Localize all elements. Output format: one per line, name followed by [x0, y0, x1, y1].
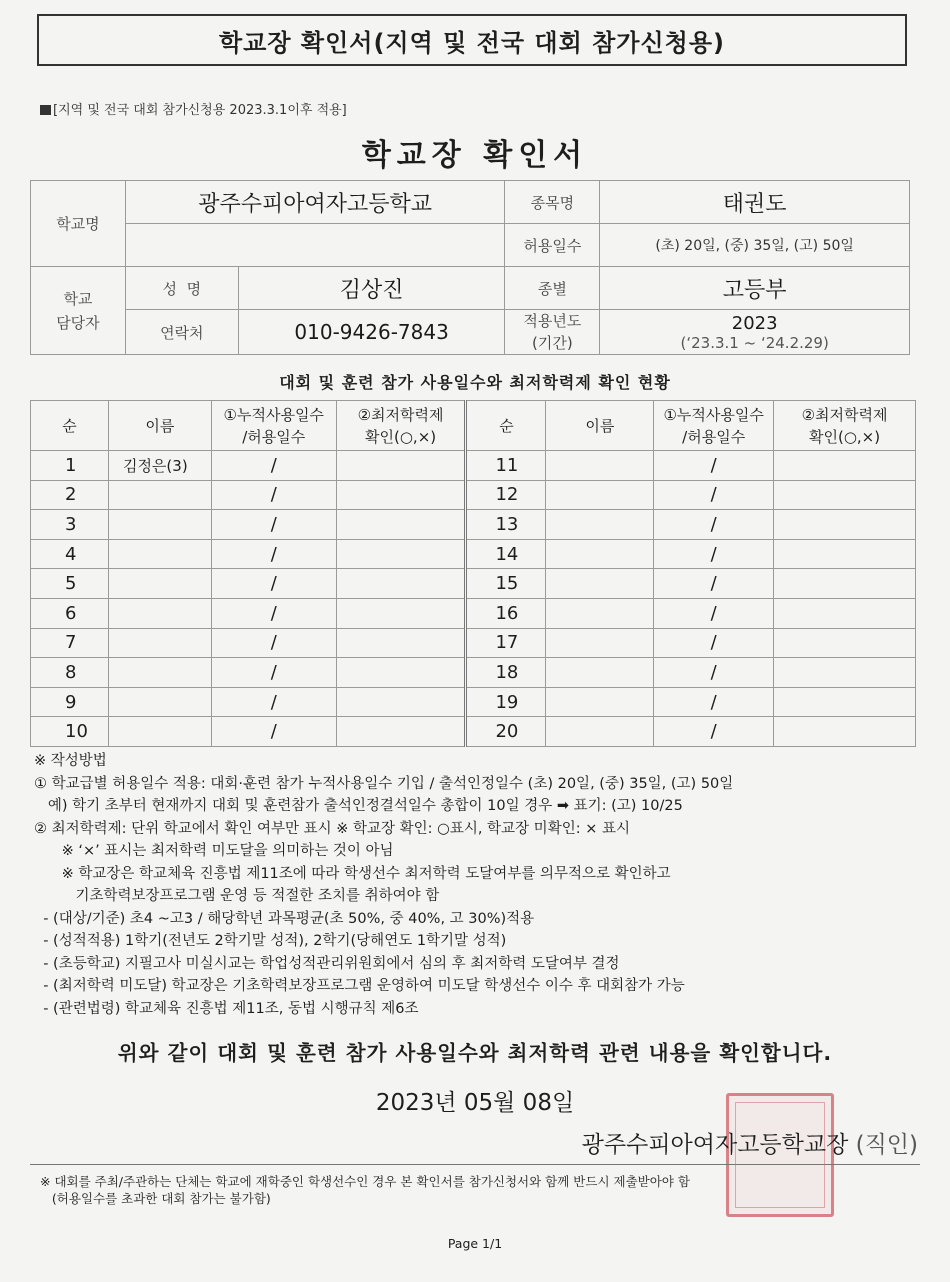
- note-line: - (대상/기준) 초4 ~고3 / 해당학년 과목평균(초 50%, 중 40%, 고 30%)적용: [34, 910, 535, 927]
- status-cell-l-check: [336, 658, 466, 688]
- status-cell-r-no: 17: [466, 628, 546, 658]
- status-cell-r-no: 12: [466, 480, 546, 510]
- status-cell-r-name: [546, 628, 654, 658]
- status-header-row: [31, 401, 916, 451]
- status-cell-r-no: 15: [466, 569, 546, 599]
- status-cell-r-no: 16: [466, 598, 546, 628]
- status-cell-r-check: [774, 480, 916, 510]
- status-cell-r-no: 11: [466, 451, 546, 481]
- note-line: - (최저학력 미도달) 학교장은 기초학력보장프로그램 운영하여 미도달 학생선수 이수 후 대회참가 가능: [34, 978, 685, 994]
- contact-label: 연락처: [125, 310, 238, 355]
- footnote-line: (허용일수를 초과한 대회 참가는 불가함): [40, 1191, 271, 1206]
- table-row: [31, 480, 916, 510]
- table-row: [31, 717, 916, 747]
- status-cell-l-no: 2: [31, 480, 109, 510]
- status-cell-l-check: [336, 451, 466, 481]
- allowed-days-label: 허용일수: [505, 224, 600, 267]
- status-cell-r-check: [774, 717, 916, 747]
- status-cell-l-name: [108, 687, 211, 717]
- form-header-title: 학교장 확인서(지역 및 전국 대회 참가신청용): [37, 14, 907, 66]
- footnote-line: ※ 대회를 주최/주관하는 단체는 학교에 재학중인 학생선수인 경우 본 확인서를 참가신청서와 함께 반드시 제출받아야 함: [40, 1174, 690, 1189]
- sport: 태권도: [600, 181, 910, 224]
- status-cell-r-check: [774, 569, 916, 599]
- status-cell-l-days: /: [211, 598, 336, 628]
- square-bullet-icon: [40, 105, 51, 115]
- table-row: [31, 658, 916, 688]
- status-cell-l-check: [336, 510, 466, 540]
- manager-label: 학교 담당자: [31, 267, 126, 355]
- allowed-days: (초) 20일, (중) 35일, (고) 50일: [600, 224, 910, 267]
- status-cell-r-days: /: [654, 658, 774, 688]
- status-cell-l-check: [336, 539, 466, 569]
- status-cell-l-no: 6: [31, 598, 109, 628]
- status-cell-l-name: [108, 658, 211, 688]
- table-row: [31, 451, 916, 481]
- status-cell-r-check: [774, 658, 916, 688]
- table-row: [31, 628, 916, 658]
- status-header-cell: ②최저학력제 확인(○,×): [774, 401, 916, 451]
- status-cell-r-check: [774, 510, 916, 540]
- contact: 010-9426-7843: [238, 310, 505, 355]
- year-cell: [600, 310, 910, 355]
- period: (‘23.3.1 ~ ‘24.2.29): [680, 333, 829, 352]
- status-cell-l-name: [108, 598, 211, 628]
- manager-name-label: 성 명: [125, 267, 238, 310]
- note-line: - (성적적용) 1학기(전년도 2학기말 성적), 2학기(당해연도 1학기말 성적): [34, 933, 507, 949]
- status-cell-r-name: [546, 687, 654, 717]
- status-cell-l-days: /: [211, 510, 336, 540]
- status-header-cell: ①누적사용일수 /허용일수: [211, 401, 336, 451]
- status-cell-l-name: [108, 539, 211, 569]
- status-cell-r-check: [774, 628, 916, 658]
- status-cell-r-days: /: [654, 510, 774, 540]
- principal-name: 광주수피아여자고등학교장: [581, 1132, 849, 1158]
- status-cell-l-days: /: [211, 628, 336, 658]
- confirmation-statement: 위와 같이 대회 및 훈련 참가 사용일수와 최저학력 관련 내용을 확인합니다.: [117, 1041, 833, 1065]
- status-header-cell: 순: [31, 401, 109, 451]
- status-cell-l-check: [336, 569, 466, 599]
- division: 고등부: [600, 267, 910, 310]
- status-cell-r-days: /: [654, 569, 774, 599]
- apply-note: [40, 99, 347, 118]
- apply-note-text: [지역 및 전국 대회 참가신청용 2023.3.1이후 적용]: [53, 103, 347, 118]
- status-header-cell: 이름: [546, 401, 654, 451]
- document-title: 학교장 확인서: [361, 138, 589, 173]
- status-cell-r-days: /: [654, 628, 774, 658]
- principal-signature-line: [582, 1126, 918, 1159]
- status-cell-l-days: /: [211, 569, 336, 599]
- status-cell-r-days: /: [654, 598, 774, 628]
- school-info-table: [30, 180, 910, 355]
- status-cell-l-no: 7: [31, 628, 109, 658]
- table-row: [31, 598, 916, 628]
- note-line: ※ 학교장은 학교체육 진흥법 제11조에 따라 학생선수 최저학력 도달여부를 의무적으로 확인하고: [34, 865, 671, 882]
- note-line: - (초등학교) 지필고사 미실시교는 학업성적관리위원회에서 심의 후 최저학력 도달여부 결정: [34, 955, 620, 972]
- issue-date: 2023년 05월 08일: [375, 1090, 575, 1116]
- status-cell-r-days: /: [654, 451, 774, 481]
- status-cell-l-no: 3: [31, 510, 109, 540]
- status-cell-r-no: 19: [466, 687, 546, 717]
- table-row: [31, 569, 916, 599]
- status-cell-r-no: 13: [466, 510, 546, 540]
- status-cell-l-name: [108, 480, 211, 510]
- status-cell-r-name: [546, 480, 654, 510]
- footer-divider: [30, 1164, 920, 1165]
- seal-label: (직인): [855, 1132, 918, 1158]
- status-cell-l-days: /: [211, 539, 336, 569]
- status-cell-l-days: /: [211, 451, 336, 481]
- status-cell-r-no: 20: [466, 717, 546, 747]
- status-cell-r-days: /: [654, 480, 774, 510]
- status-cell-r-no: 14: [466, 539, 546, 569]
- status-cell-r-check: [774, 451, 916, 481]
- status-cell-r-no: 18: [466, 658, 546, 688]
- table-row: [31, 510, 916, 540]
- status-title: 대회 및 훈련 참가 사용일수와 최저학력제 확인 현황: [279, 373, 671, 392]
- table-row: [31, 539, 916, 569]
- status-cell-l-check: [336, 687, 466, 717]
- status-cell-r-days: /: [654, 539, 774, 569]
- status-cell-l-check: [336, 628, 466, 658]
- school-name: 광주수피아여자고등학교: [125, 181, 505, 224]
- sport-label: 종목명: [505, 181, 600, 224]
- note-line: ※ 작성방법: [34, 753, 107, 769]
- writing-instructions: [34, 750, 914, 1020]
- year-label: 적용년도 (기간): [505, 310, 600, 355]
- status-cell-l-no: 9: [31, 687, 109, 717]
- status-cell-r-name: [546, 451, 654, 481]
- note-line: 기초학력보장프로그램 운영 등 적절한 조치를 취하여야 함: [34, 888, 440, 904]
- status-table: [30, 400, 916, 747]
- status-header-cell: 순: [466, 401, 546, 451]
- status-cell-l-name: [108, 628, 211, 658]
- year: 2023: [731, 312, 778, 334]
- status-header-cell: 이름: [108, 401, 211, 451]
- status-cell-l-days: /: [211, 658, 336, 688]
- status-cell-l-no: 4: [31, 539, 109, 569]
- status-cell-l-check: [336, 717, 466, 747]
- status-cell-l-days: /: [211, 717, 336, 747]
- status-cell-r-name: [546, 598, 654, 628]
- page-number: Page 1/1: [447, 1236, 503, 1251]
- status-cell-l-name: [108, 510, 211, 540]
- school-name-continued: [125, 224, 505, 267]
- status-cell-l-name: [108, 569, 211, 599]
- status-cell-l-no: 10: [31, 717, 109, 747]
- status-cell-r-days: /: [654, 717, 774, 747]
- status-cell-r-check: [774, 598, 916, 628]
- school-name-label: 학교명: [31, 181, 126, 267]
- status-cell-r-days: /: [654, 687, 774, 717]
- status-header-cell: ②최저학력제 확인(○,×): [336, 401, 466, 451]
- status-cell-r-check: [774, 687, 916, 717]
- status-cell-r-name: [546, 658, 654, 688]
- note-line: ① 학교급별 허용일수 적용: 대회·훈련 참가 누적사용일수 기입 / 출석인정일수 (초) 20일, (중) 35일, (고) 50일: [34, 775, 734, 792]
- status-cell-l-check: [336, 480, 466, 510]
- status-cell-r-name: [546, 569, 654, 599]
- status-cell-l-name: [108, 717, 211, 747]
- status-header-cell: ①누적사용일수 /허용일수: [654, 401, 774, 451]
- status-cell-r-name: [546, 539, 654, 569]
- status-cell-l-no: 1: [31, 451, 109, 481]
- status-cell-l-check: [336, 598, 466, 628]
- status-cell-r-name: [546, 510, 654, 540]
- manager-name: 김상진: [238, 267, 505, 310]
- table-row: [31, 687, 916, 717]
- note-line: 예) 학기 초부터 현재까지 대회 및 훈련참가 출석인정결석일수 총합이 10일 경우 ➡ 표기: (고) 10/25: [34, 798, 683, 814]
- division-label: 종별: [505, 267, 600, 310]
- note-line: ※ ‘×’ 표시는 최저학력 미도달을 의미하는 것이 아님: [34, 843, 394, 859]
- footnote: [40, 1173, 690, 1207]
- status-cell-r-check: [774, 539, 916, 569]
- status-cell-l-no: 8: [31, 658, 109, 688]
- status-cell-l-days: /: [211, 480, 336, 510]
- status-cell-l-no: 5: [31, 569, 109, 599]
- status-cell-r-name: [546, 717, 654, 747]
- status-cell-l-name: 김정은(3): [108, 451, 211, 481]
- note-line: - (관련법령) 학교체육 진흥법 제11조, 동법 시행규칙 제6조: [34, 1000, 419, 1017]
- status-cell-l-days: /: [211, 687, 336, 717]
- note-line: ② 최저학력제: 단위 학교에서 확인 여부만 표시 ※ 학교장 확인: ○표시, 학교장 미확인: × 표시: [34, 820, 630, 837]
